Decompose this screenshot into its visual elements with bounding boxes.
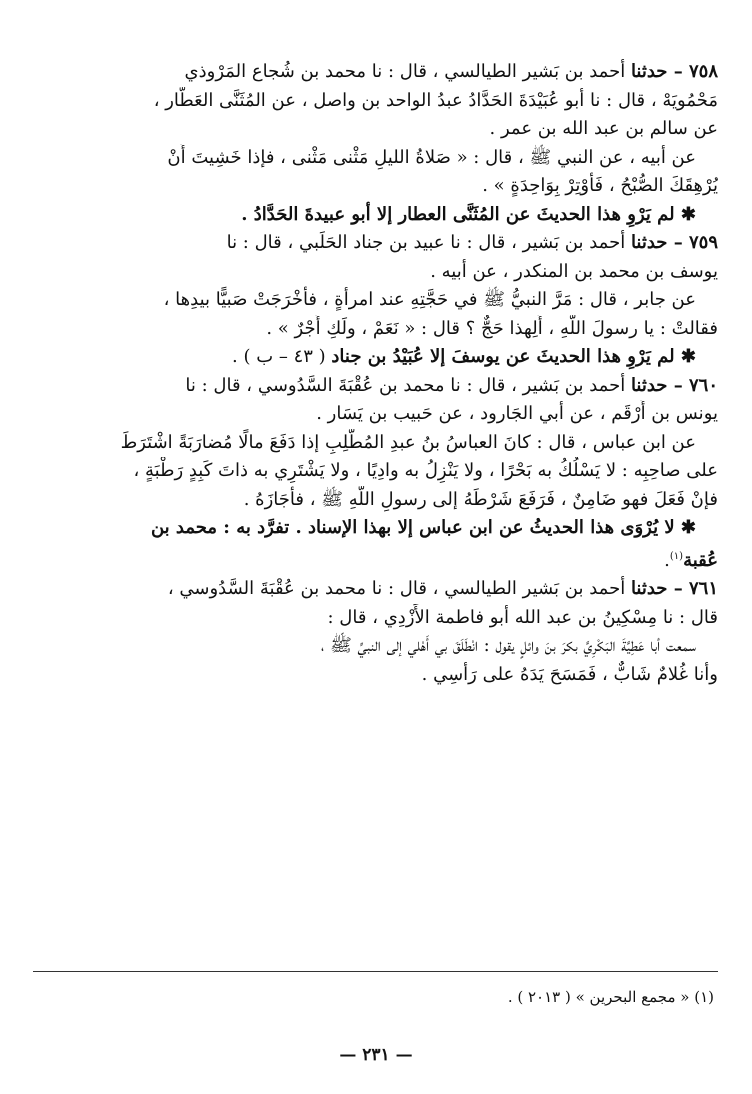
hadith-758-matn-line-2: يُرْهِقَكَ الصُّبْحُ ، فَأَوْتِرْ بِوَاحِدَةٍ » . bbox=[482, 175, 718, 196]
hadith-761-number: ٧٦١ – حدثنا bbox=[630, 578, 718, 599]
hadith-759-note-line bbox=[38, 343, 718, 372]
hadith-759-isnad-line-2: يوسف بن محمد بن المنكدر ، عن أبيه . bbox=[430, 260, 718, 282]
footnote-divider bbox=[33, 971, 718, 972]
hadith-758-isnad-line-1 bbox=[38, 58, 718, 87]
hadith-760-note-line-1: ✱ لا يُرْوَى هذا الحديثُ عن ابن عباس إلا بهذا الإسناد . تفرَّد به : محمد بن bbox=[150, 517, 696, 538]
hadith-758-isnad-line-3: عن سالم بن عبد الله بن عمر . bbox=[489, 118, 718, 139]
hadith-760-isnad-line-1 bbox=[38, 372, 718, 401]
hadith-758-matn-line-1: عن أبيه ، عن النبي ﷺ ، قال : « صَلاةُ الليلِ مَثْنى مَثْنى ، فإذا خَشِيتَ أَنْ bbox=[167, 146, 696, 168]
hadith-758-isnad-line-2: مَحْمُويَهْ ، قال : نا أبو عُبَيْدَةَ الحَدَّادُ عبدُ الواحد بن واصل ، عن المُثَنَّى العَطَّار ، bbox=[153, 89, 718, 111]
hadith-760-isnad-line-2: يونس بن أَرْقَم ، عن أبي الجَارود ، عن حَبيب بن يَسَار . bbox=[316, 403, 718, 424]
hadith-760-note-line-2 bbox=[38, 543, 718, 576]
footnote-ref-1[interactable]: (١) bbox=[669, 550, 684, 562]
hadith-759-isnad-text: أحمد بن بَشير ، قال : نا عبيد بن جناد الحَلَبي ، قال : نا bbox=[226, 232, 631, 253]
page-number: — ٢٣١ — bbox=[339, 1045, 413, 1065]
footnote-1: (١) « مجمع البحرين » ( ٢٠١٣ ) . bbox=[507, 988, 714, 1006]
hadith-758-isnad-text: أحمد بن بَشير الطيالسي ، قال : نا محمد بن شُجاع المَرْوذي bbox=[184, 61, 631, 82]
hadith-760-matn-line-2: على صاحِبِه : لا يَسْلُكُ به بَحْرًا ، ولا يَنْزِلُ به وادِيًا ، ولا يَشْتَرِي به ذاتَ كَبِدٍ رَطْبَةٍ ، bbox=[133, 460, 718, 481]
hadith-760-matn-line-1: عن ابن عباس ، قال : كانَ العباسُ بنُ عبدِ المُطَّلِبِ إذا دَفَعَ مالًا مُضارَبَةً اشْتَرَطَ bbox=[120, 431, 696, 453]
hadith-760-matn-line-3: فإنْ فَعَلَ فهو ضَامِنٌ ، فَرَفَعَ شَرْطَهُ إلى رسولِ اللَّهِ ﷺ ، فأَجَازَهُ . bbox=[243, 488, 718, 510]
hadith-759-matn-line-1: عن جابر ، قال : مَرَّ النبيُّ ﷺ في حَجَّتِهِ عند امرأةٍ ، فأَخْرَجَتْ صَبيًّا بيدِها ، bbox=[163, 289, 696, 310]
hadith-759-isnad-line-1 bbox=[38, 229, 718, 258]
page-body bbox=[38, 58, 718, 689]
hadith-759-matn-line-2: فقالتْ : يا رسولَ اللَّهِ ، أَلِهذا حَجٌّ ؟ قال : « نَعَمْ ، ولَكِ أَجْرٌ » . bbox=[266, 317, 718, 339]
hadith-761-matn-line-1: سمعت أبا عَطِيَّةَ البَكْرِيَّ بكرَ بنَ وائلٍ يقول : انْطَلَقَ بي أَهْلي إلى النبيِّ ﷺ ، bbox=[320, 635, 696, 656]
hadith-761-isnad-line-1 bbox=[38, 575, 718, 604]
hadith-760-note-name: عُقبة bbox=[683, 549, 718, 571]
hadith-761-matn-line-2: وأنا غُلامٌ شَابٌّ ، فَمَسَحَ يَدَهُ على رَأْسِي . bbox=[421, 663, 718, 685]
hadith-759-manuscript-ref: ( ٤٣ – ب ) . bbox=[232, 346, 332, 367]
hadith-759-note: ✱ لم يَرْوِ هذا الحديثَ عن يوسفَ إلا عُبَيْدُ بن جناد bbox=[331, 346, 696, 367]
hadith-759-number: ٧٥٩ – حدثنا bbox=[630, 232, 718, 253]
hadith-760-isnad-text: أحمد بن بَشير ، قال : نا محمد بن عُقْبَةَ السَّدُوسي ، قال : نا bbox=[185, 374, 631, 396]
hadith-761-isnad-line-2: قال : نا مِسْكِينُ بن عبد الله أبو فاطمة الأَزْدِي ، قال : bbox=[327, 606, 718, 628]
hadith-761-isnad-text: أحمد بن بَشير الطيالسي ، قال : نا محمد بن عُقْبَةَ السَّدُوسي ، bbox=[167, 578, 631, 599]
hadith-758-note: ✱ لم يَرْوِ هذا الحديثَ عن المُثَنَّى العطار إلا أبو عبيدةَ الحَدَّادُ . bbox=[241, 203, 696, 225]
hadith-758-number: ٧٥٨ – حدثنا bbox=[630, 61, 718, 82]
hadith-760-note-end: . bbox=[664, 549, 670, 571]
hadith-760-number: ٧٦٠ – حدثنا bbox=[630, 374, 718, 396]
